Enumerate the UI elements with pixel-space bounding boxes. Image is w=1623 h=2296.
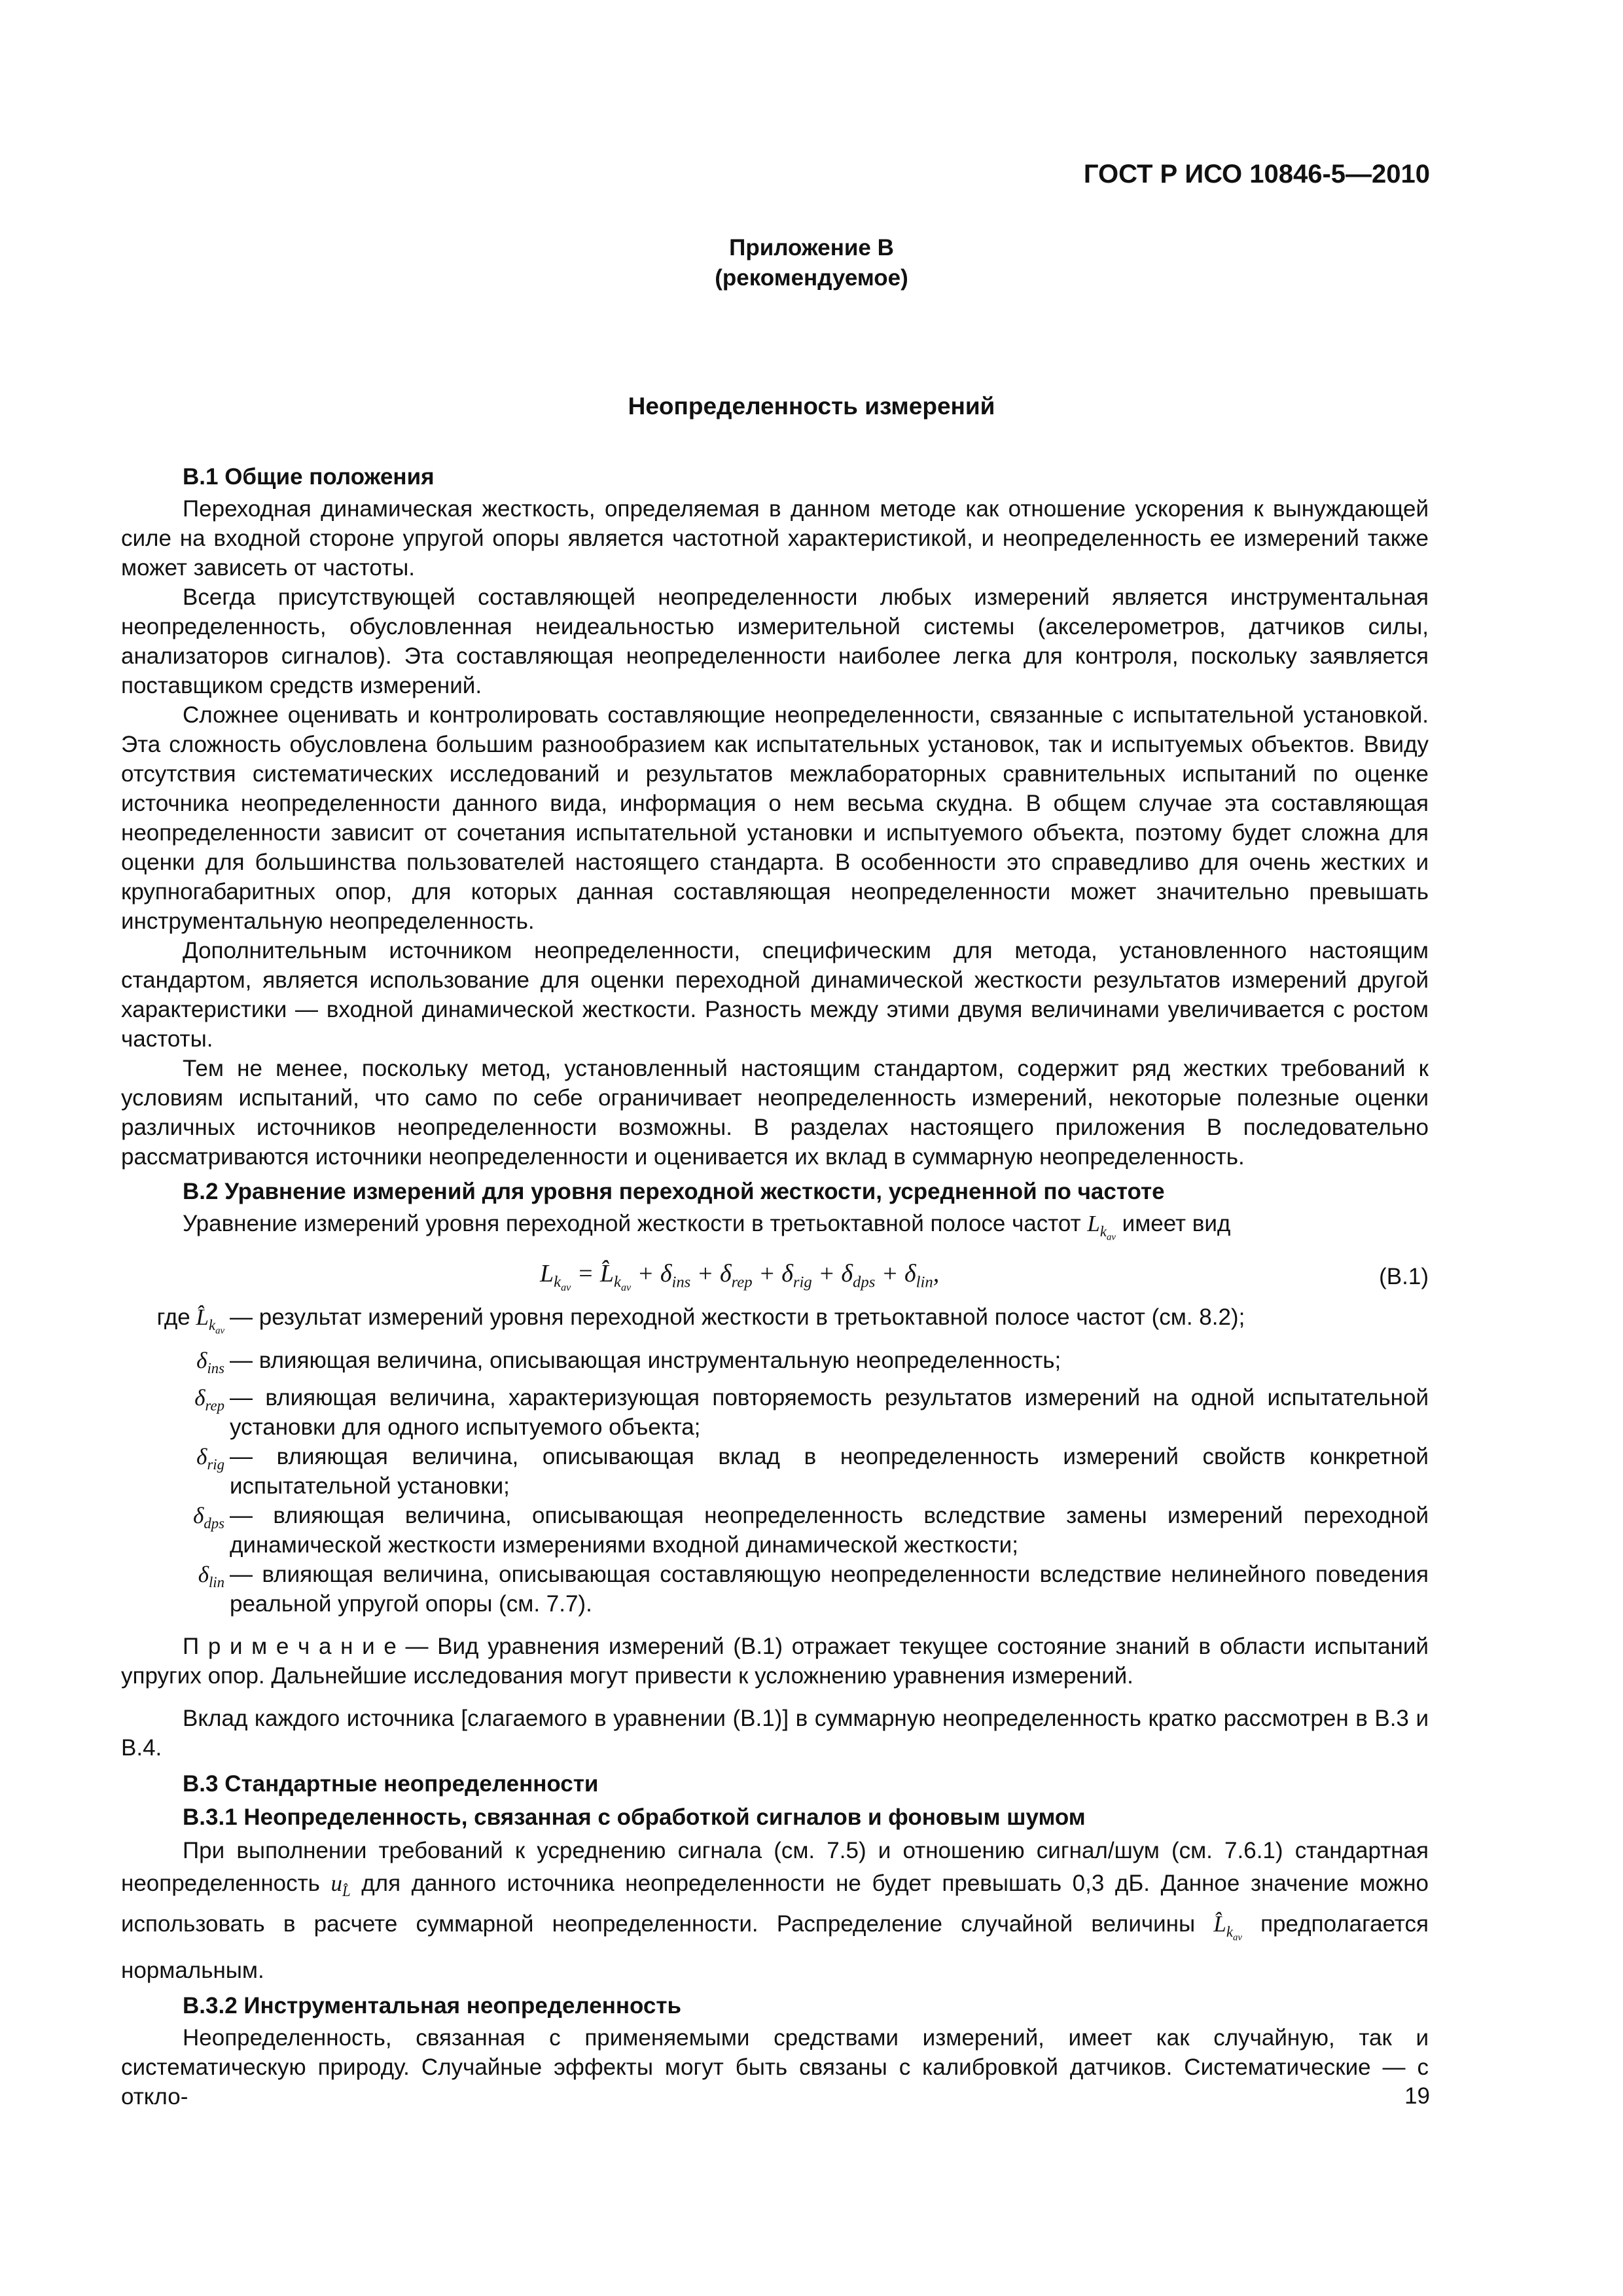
symbol-L-hat-kav: $L̂_{k_{av}}$ (1213, 1911, 1242, 1943)
definition-item (121, 1560, 1429, 1619)
standard-designation: ГОСТ Р ИСО 10846-5—2010 (1083, 160, 1430, 188)
definition-symbol: $\delta_{ins}$ (196, 1348, 224, 1377)
equation-b1 (121, 1258, 1429, 1296)
paragraph: Неопределенность, связанная с применяемыми средствами измерений, имеет как случайную, так и систематическую природу. Случайные эффекты могут быть связаны с калибровкой датчиков. Систематические — с откло- (121, 2024, 1429, 2109)
paragraph: Сложнее оценивать и контролировать составляющие неопределенности, связанные с испытательной установкой. Эта сложность обусловлена большим разнообразием как испытательных установок, так и испытуемых объектов. Ввиду отсутствия систематических исследований и результатов межлабораторных сравнительных испытаний по оценке источника неопределенности данного вида, информация о нем весьма скудна. В общем случае эта составляющая неопределенности зависит от сочетания испытательной установки и испытуемого объекта, поэтому будет сложна для оценки для большинства пользователей настоящего стандарта. В особенности это справедливо для очень жестких и крупногабаритных опор, для которых данная составляющая неопределенности может значительно превышать инструментальную неопределенность. (121, 702, 1429, 934)
definition-text: — результат измерений уровня переходной жесткости в третьоктавной полосе частот (см. 8.2); (230, 1304, 1245, 1330)
definition-item (121, 1442, 1429, 1501)
equation-body: $L_{k_{av}}$ = $L̂_{k_{av}} + \delta_{ins} + \delta_{rep} + \delta_{rig} + \delta_{dps} + \delta_{lin}$, (540, 1259, 940, 1294)
symbol-L-kav: $L_{k_{av}}$ (1087, 1211, 1116, 1243)
definition-symbol: $\delta_{lin}$ (198, 1562, 224, 1591)
note (121, 1632, 1429, 1691)
definition-text: — влияющая величина, описывающая инструментальную неопределенность; (230, 1348, 1061, 1374)
definition-item (121, 1383, 1429, 1442)
definition-text: — влияющая величина, описывающая неопределенность вследствие замены измерений переходной динамической жесткости измерениями входной динамической жесткости; (230, 1503, 1429, 1558)
equation-intro-tail: имеет вид (1122, 1211, 1231, 1236)
paragraph: Дополнительным источником неопределенности, специфическим для метода, установленного настоящим стандартом, является использование для оценки переходной динамической жесткости результатов измерений другой характеристики — входной динамической жесткости. Разность между этими двумя величинами увеличивается с ростом частоты. (121, 938, 1429, 1052)
annex-heading: Неопределенность измерений (628, 393, 995, 420)
paragraph: Тем не менее, поскольку метод, установленный настоящим стандартом, содержит ряд жестких требований к условиям испытаний, что само по себе ограничивает неопределенность измерений, некоторые полезные оценки различных источников неопределенности возможны. В разделах настоящего приложения B последовательно рассматриваются источники неопределенности и оценивается их вклад в суммарную неопределенность. (121, 1056, 1429, 1170)
note-label: П р и м е ч а н и е — (183, 1634, 429, 1660)
paragraph-part: предполагается нормальным. (121, 1911, 1429, 1983)
equation-intro (121, 1209, 1429, 1253)
definition-symbol: где $L̂_{k_{av}}$ (156, 1304, 224, 1336)
paragraph-part: для данного источника неопределенности не будет превышать 0,3 дБ. Данное значение можно использовать в расчете суммарной неопределенности. Распределение случайной величины (121, 1871, 1429, 1937)
annex-title: Приложение B (729, 235, 894, 260)
paragraph: Всегда присутствующей составляющей неопределенности любых измерений является инструментальная неопределенность, обусловленная неидеальностью измерительной системы (акселерометров, датчиков силы, анализаторов сигналов). Эта составляющая неопределенности наиболее легка для контроля, поскольку заявляется поставщиком средств измерений. (121, 584, 1429, 698)
definition-symbol: $\delta_{dps}$ (193, 1503, 224, 1532)
definition-item (121, 1302, 1429, 1346)
definition-item (121, 1346, 1429, 1383)
paragraph (121, 1835, 1429, 1987)
section-b32-heading: B.3.2 Инструментальная неопределенность (183, 1992, 682, 2018)
section-b1-heading: B.1 Общие положения (183, 464, 435, 490)
note-text: Вид уравнения измерений (B.1) отражает текущее состояние знаний в области испытаний упругих опор. Дальнейшие исследования могут привести к усложнению уравнения измерений. (121, 1634, 1429, 1689)
document-body (121, 458, 1429, 2111)
paragraph: Вклад каждого источника [слагаемого в уравнении (B.1)] в суммарную неопределенность кратко рассмотрен в B.3 и B.4. (121, 1706, 1429, 1761)
definition-text: — влияющая величина, характеризующая повторяемость результатов измерений на одной испытательной установки для одного испытуемого объекта; (230, 1385, 1429, 1441)
annex-status: (рекомендуемое) (715, 265, 908, 291)
page-number: 19 (1404, 2083, 1430, 2109)
definition-text: — влияющая величина, описывающая составляющую неопределенности вследствие нелинейного поведения реальной упругой опоры (см. 7.7). (230, 1562, 1429, 1617)
definition-symbol: $\delta_{rep}$ (194, 1385, 224, 1414)
paragraph-part: При выполнении требований к усреднению сигнала (см. 7.5) и отношению сигнал/шум (см. 7.6.1) стандартная неопределенность (121, 1838, 1429, 1897)
definition-text: — влияющая величина, описывающая вклад в неопределенность измерений свойств конкретной испытательной установки; (230, 1444, 1429, 1499)
section-b31-heading: B.3.1 Неопределенность, связанная с обработкой сигналов и фоновым шумом (183, 1804, 1086, 1831)
symbol-u-L: $u_{L̂}$ (330, 1871, 351, 1900)
section-b2-heading: B.2 Уравнение измерений для уровня переходной жесткости, усредненной по частоте (183, 1179, 1165, 1204)
paragraph: Переходная динамическая жесткость, определяемая в данном методе как отношение ускорения к вынуждающей силе на входной стороне упругой опоры является частотной характеристикой, и неопределенность ее измерений также может зависеть от частоты. (121, 496, 1429, 581)
definition-symbol: $\delta_{rig}$ (196, 1444, 224, 1473)
definition-item (121, 1501, 1429, 1560)
equation-number: (B.1) (1379, 1263, 1429, 1289)
section-b3-heading: B.3 Стандартные неопределенности (183, 1771, 599, 1797)
equation-intro-text: Уравнение измерений уровня переходной жесткости в третьоктавной полосе частот (183, 1211, 1081, 1236)
